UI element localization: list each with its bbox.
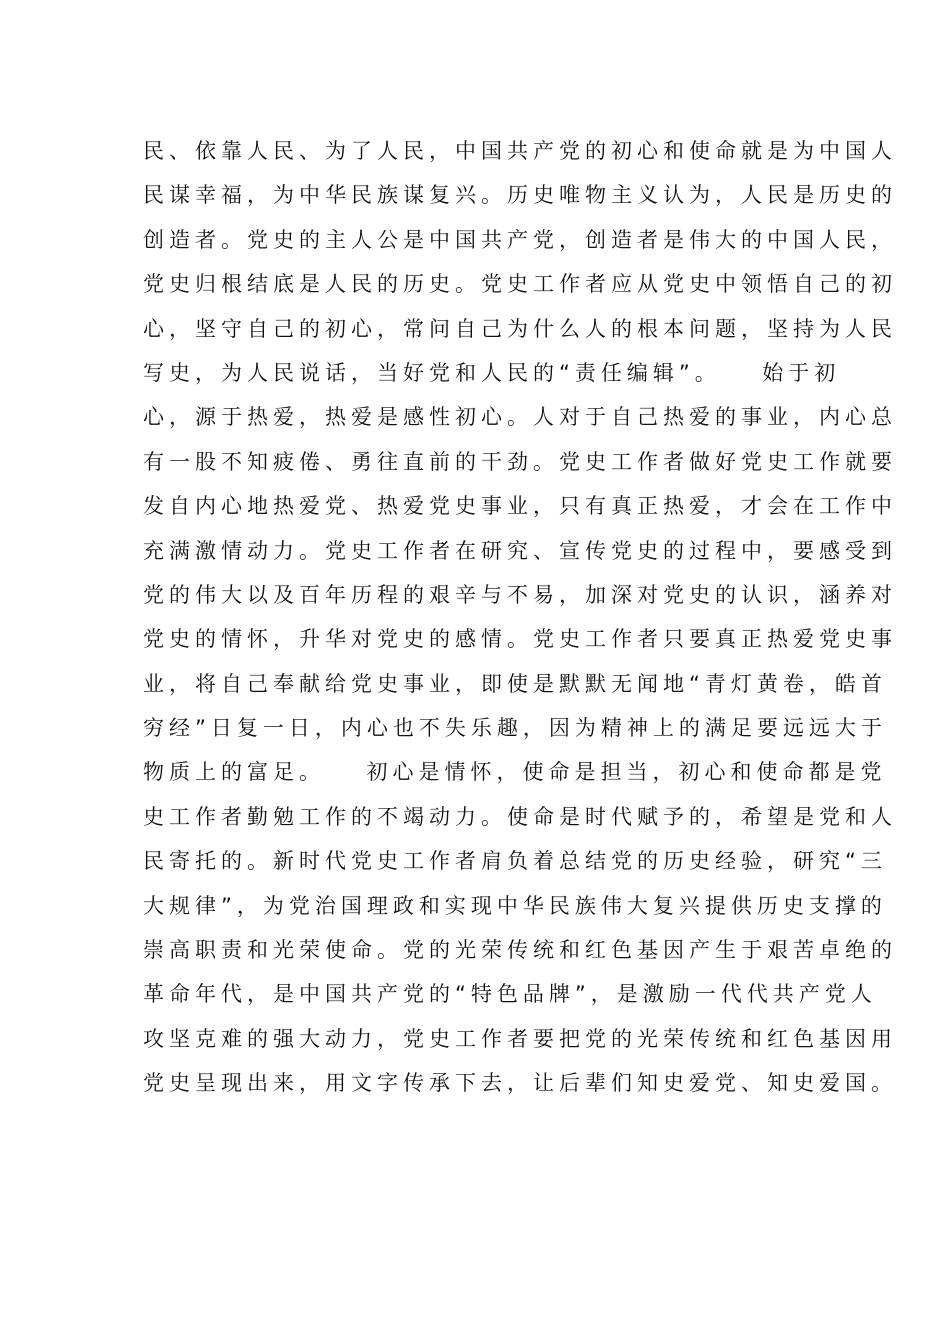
text-line: 民寄托的。新时代党史工作者肩负着总结党的历史经验，研究“三	[143, 849, 887, 874]
text-line: 民谋幸福，为中华民族谋复兴。历史唯物主义认为，人民是历史的	[143, 183, 897, 208]
text-line: 充满激情动力。党史工作者在研究、宣传党史的过程中，要感受到	[143, 538, 897, 563]
text-line: 大规律”，为党治国理政和实现中华民族伟大复兴提供历史支撑的	[143, 893, 887, 918]
text-line: 攻坚克难的强大动力，党史工作者要把党的光荣传统和红色基因用	[143, 1026, 897, 1051]
text-line: 业，将自己奉献给党史事业，即使是默默无闻地“青灯黄卷，皓首	[143, 671, 887, 696]
text-line: 革命年代，是中国共产党的“特色品牌”，是激励一代代共产党人	[143, 982, 877, 1007]
body-text	[143, 129, 897, 1106]
text-line: 创造者。党史的主人公是中国共产党，创造者是伟大的中国人民，	[143, 227, 897, 252]
text-line: 崇高职责和光荣使命。党的光荣传统和红色基因产生于艰苦卓绝的	[143, 938, 897, 963]
text-line: 穷经”日复一日，内心也不失乐趣，因为精神上的满足要远远大于	[143, 716, 887, 741]
text-line: 有一股不知疲倦、勇往直前的干劲。党史工作者做好党史工作就要	[143, 449, 897, 474]
text-line: 物质上的富足。 初心是情怀，使命是担当，初心和使命都是党	[143, 760, 887, 785]
text-line: 民、依靠人民、为了人民，中国共产党的初心和使命就是为中国人	[143, 139, 897, 163]
text-line: 党史呈现出来，用文字传承下去，让后辈们知史爱党、知史爱国。	[143, 1071, 897, 1096]
text-line: 发自内心地热爱党、热爱党史事业，只有真正热爱，才会在工作中	[143, 494, 897, 519]
text-line: 党史归根结底是人民的历史。党史工作者应从党史中领悟自己的初	[143, 272, 897, 297]
text-line: 党史的情怀，升华对党史的感情。党史工作者只要真正热爱党史事	[143, 627, 897, 652]
text-line: 史工作者勤勉工作的不竭动力。使命是时代赋予的，希望是党和人	[143, 804, 897, 829]
text-line: 心，源于热爱，热爱是感性初心。人对于自己热爱的事业，内心总	[143, 405, 897, 430]
text-line: 写史，为人民说话，当好党和人民的“责任编辑”。 始于初	[143, 360, 841, 385]
text-line: 党的伟大以及百年历程的艰辛与不易，加深对党史的认识，涵养对	[143, 582, 897, 607]
text-line: 心，坚守自己的初心，常问自己为什么人的根本问题，坚持为人民	[143, 316, 897, 341]
